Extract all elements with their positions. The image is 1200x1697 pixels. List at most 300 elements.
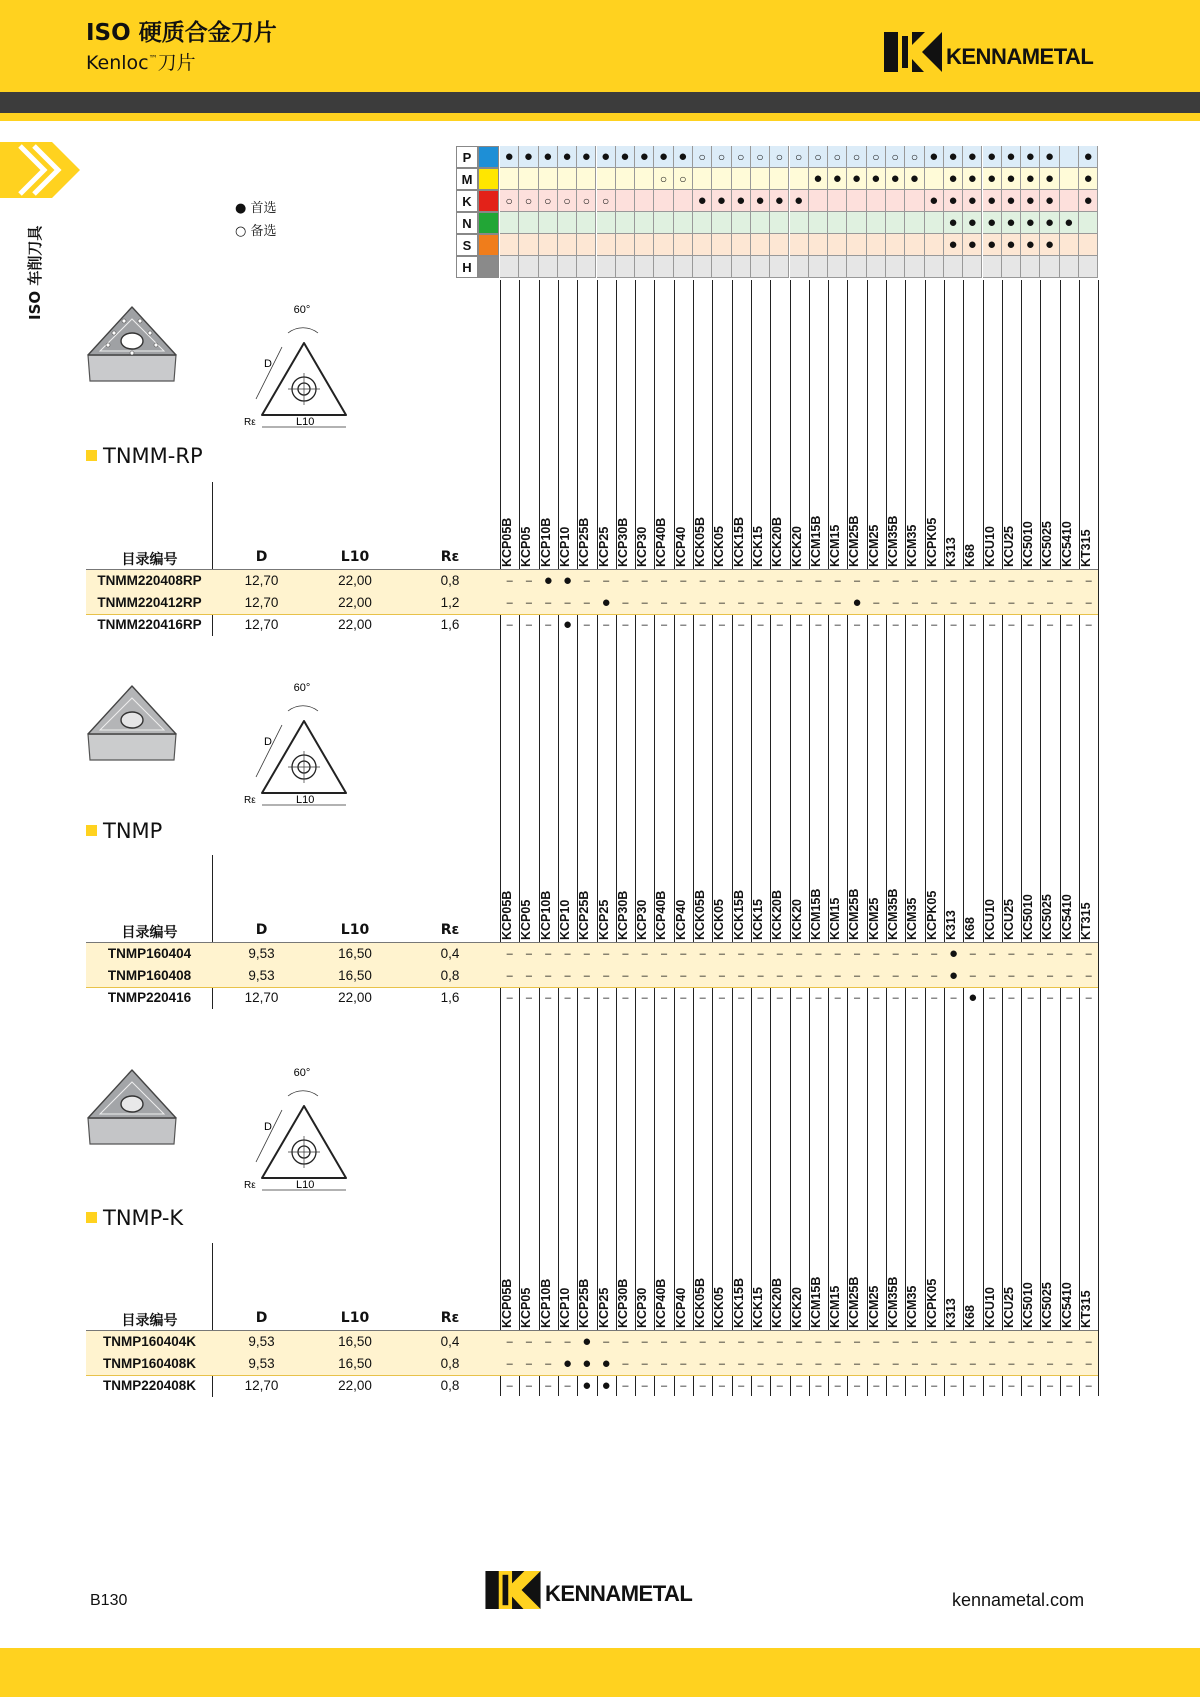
material-cell: ● (983, 168, 1002, 190)
grade-mark-none: – (660, 1380, 668, 1392)
grade-mark-none: – (718, 948, 725, 960)
grade-mark-preferred: ● (563, 616, 573, 633)
grade-label: KCK15B (731, 516, 746, 567)
grade-mark-none: – (989, 970, 996, 982)
material-cell (809, 190, 828, 212)
legend-preferred: ● 首选 (235, 201, 277, 216)
grade-label: KCK15 (750, 1287, 765, 1328)
material-cell (539, 212, 558, 234)
grade-mark-none: – (545, 970, 552, 982)
grade-mark-none: – (564, 992, 571, 1004)
material-cell: ○ (519, 190, 538, 212)
page-number: B130 (90, 1592, 128, 1609)
grade-label: KCM25 (866, 524, 881, 567)
grade-label: KCU25 (1001, 526, 1016, 567)
grade-mark-none: – (660, 1358, 668, 1370)
material-cell: ○ (693, 146, 712, 168)
grade-label: K68 (963, 544, 978, 567)
cell-d: 12,70 (244, 617, 279, 632)
material-cell: ● (616, 146, 635, 168)
material-cell (886, 190, 905, 212)
cell-re: 0,8 (440, 1378, 460, 1393)
material-cell (558, 256, 577, 278)
grade-mark-preferred: ● (543, 572, 553, 589)
grade-mark-none: – (873, 619, 880, 631)
page-title: ISO 硬质合金刀片 (86, 20, 277, 46)
grade-label: KCK05 (712, 526, 727, 567)
material-row-p (456, 146, 1098, 168)
material-cell (828, 256, 847, 278)
grade-mark-none: – (1008, 1336, 1015, 1348)
grade-mark-none: – (564, 948, 571, 960)
material-cell (1060, 234, 1079, 256)
material-cell (925, 168, 944, 190)
material-cell (983, 256, 1002, 278)
grade-mark-none: – (1027, 948, 1034, 960)
grade-label: KCM15 (828, 1285, 843, 1328)
grade-mark-preferred: ● (601, 1377, 611, 1394)
material-cell: ● (944, 190, 963, 212)
grade-label: KCK15 (750, 899, 765, 940)
grade-mark-none: – (1008, 575, 1015, 587)
material-cell (847, 190, 866, 212)
column-header-l10: L10 (340, 549, 370, 565)
header-band (0, 92, 1200, 113)
yellow-square-icon (86, 825, 97, 836)
grade-mark-none: – (873, 1336, 880, 1348)
grade-mark-none: – (545, 948, 552, 960)
cell-code: TNMM220416RP (97, 617, 202, 632)
grade-mark-none: – (680, 597, 687, 609)
grade-mark-none: – (892, 1380, 899, 1392)
grade-label: KCP40 (673, 526, 688, 567)
cell-re: 0,4 (440, 1334, 460, 1349)
material-cell (693, 234, 712, 256)
grade-label: K68 (963, 917, 978, 940)
material-cell (693, 168, 712, 190)
grade-mark-none: – (815, 1358, 822, 1370)
grade-mark-preferred: ● (852, 594, 862, 611)
cell-d: 12,70 (244, 595, 279, 610)
grade-label: KCPK05 (924, 890, 939, 940)
yellow-square-icon (86, 1212, 97, 1223)
grade-mark-none: – (834, 575, 841, 587)
grade-mark-none: – (641, 1358, 648, 1370)
material-cell: ○ (539, 190, 558, 212)
grid-line (732, 280, 733, 1396)
cell-re: 1,6 (440, 990, 460, 1005)
grade-mark-none: – (680, 575, 687, 587)
grade-label: KCM35B (886, 1276, 900, 1328)
grade-mark-none: – (1066, 619, 1073, 631)
cell-code: TNMP160408 (107, 968, 192, 983)
material-cell (809, 234, 828, 256)
grade-mark-none: – (1066, 970, 1073, 982)
grade-mark-none: – (931, 1380, 938, 1392)
grade-mark-none: – (911, 1380, 918, 1392)
cell-l10: 22,00 (338, 1378, 372, 1393)
dim-l10-label: L10 (296, 416, 315, 428)
grid-line (1040, 280, 1041, 1396)
material-cell: ● (732, 190, 751, 212)
grade-mark-none: – (545, 1358, 552, 1370)
grade-mark-none: – (834, 1336, 841, 1348)
material-cell: ○ (770, 146, 789, 168)
grade-mark-preferred: ● (582, 1355, 592, 1372)
grid-line (1021, 280, 1022, 1396)
material-cell (635, 212, 654, 234)
grade-label: KC5410 (1059, 894, 1074, 940)
material-cell (751, 212, 770, 234)
footer-logo: KENNAMETAL (485, 1571, 695, 1611)
grade-mark-none: – (834, 992, 841, 1004)
grade-label: KC5025 (1040, 1282, 1055, 1328)
grade-mark-none: – (989, 992, 996, 1004)
grade-mark-none: – (757, 1380, 764, 1392)
grade-mark-none: – (641, 1380, 648, 1392)
material-cell: ● (886, 168, 905, 190)
grade-mark-none: – (738, 619, 745, 631)
grade-label: KCU10 (982, 1287, 997, 1328)
material-letter: S (456, 234, 478, 256)
grade-mark-none: – (1046, 597, 1054, 609)
grade-mark-none: – (815, 1336, 822, 1348)
grade-mark-none: – (622, 948, 629, 960)
grade-label: KC5010 (1021, 1282, 1036, 1328)
kennametal-k-icon (485, 1571, 541, 1609)
material-cell: ● (925, 190, 944, 212)
grade-label: KCP25 (596, 1287, 611, 1328)
legend-alternate: ○ 备选 (235, 224, 277, 239)
material-cell (539, 234, 558, 256)
table-row (86, 1331, 1098, 1353)
cell-d: 9,53 (248, 1356, 275, 1371)
grade-mark-none: – (1066, 1336, 1073, 1348)
grade-label: KC5410 (1059, 1282, 1074, 1328)
grade-mark-none: – (969, 1358, 976, 1370)
material-cell: ● (1021, 146, 1040, 168)
material-cell (635, 168, 654, 190)
grade-label: K68 (963, 1305, 978, 1328)
material-letter: N (456, 212, 478, 234)
material-color-swatch (478, 256, 499, 278)
material-cell: ● (963, 234, 982, 256)
grade-mark-none: – (1008, 970, 1015, 982)
grade-mark-none: – (757, 970, 764, 982)
column-header-d: D (255, 1310, 268, 1326)
material-cell (751, 234, 770, 256)
material-cell (597, 168, 616, 190)
grade-mark-none: – (641, 619, 648, 631)
grade-mark-none: – (603, 948, 610, 960)
material-cell (712, 234, 731, 256)
material-cell: ● (944, 234, 963, 256)
material-cell (577, 212, 596, 234)
grade-mark-none: – (757, 1358, 764, 1370)
grade-mark-none: – (950, 1380, 957, 1392)
material-cell: ● (983, 234, 1002, 256)
grade-mark-none: – (1027, 1358, 1034, 1370)
material-cell (1002, 256, 1021, 278)
grade-mark-none: – (931, 992, 938, 1004)
angle-label: 60° (293, 304, 311, 316)
dim-l10-label: L10 (296, 794, 315, 806)
grade-mark-none: – (1027, 1380, 1034, 1392)
grade-mark-none: – (989, 619, 996, 631)
grade-mark-none: – (641, 992, 648, 1004)
grade-mark-none: – (564, 597, 571, 609)
grade-label: KCPK05 (924, 517, 939, 567)
grade-label: KCP30 (635, 899, 650, 940)
material-cell (751, 168, 770, 190)
material-cell (500, 168, 519, 190)
grade-label: KCP40B (654, 1278, 669, 1328)
material-cell (1021, 256, 1040, 278)
material-cell: ○ (712, 146, 731, 168)
grade-mark-none: – (815, 619, 822, 631)
grade-label: KCM15 (828, 524, 843, 567)
material-cell: ○ (674, 168, 693, 190)
table-row (86, 592, 1098, 614)
grade-mark-none: – (680, 619, 687, 631)
material-cell: ● (635, 146, 654, 168)
grade-mark-none: – (680, 1336, 687, 1348)
grade-mark-none: – (950, 575, 957, 587)
grade-mark-none: – (680, 1380, 687, 1392)
material-cell: ● (539, 146, 558, 168)
grade-mark-none: – (969, 597, 976, 609)
grade-mark-none: – (660, 970, 668, 982)
material-cell (828, 212, 847, 234)
cell-code: TNMP160408K (102, 1356, 197, 1371)
grade-mark-none: – (892, 992, 899, 1004)
grade-mark-none: – (525, 970, 532, 982)
material-cell (519, 256, 538, 278)
grade-mark-none: – (506, 1358, 513, 1370)
column-header-d: D (255, 549, 268, 565)
grid-line (519, 280, 520, 1396)
material-cell: ● (1021, 212, 1040, 234)
grade-mark-none: – (892, 575, 899, 587)
grade-mark-none: – (603, 575, 610, 587)
grid-line (886, 280, 887, 1396)
grade-mark-none: – (564, 1336, 571, 1348)
material-cell: ○ (809, 146, 828, 168)
column-header-re: Rε (440, 1310, 460, 1326)
material-cell: ● (809, 168, 828, 190)
material-cell (770, 234, 789, 256)
section-title-text: TNMM-RP (103, 444, 203, 468)
grid-line (770, 280, 771, 1396)
grade-mark-none: – (776, 1380, 783, 1392)
grade-mark-none: – (873, 992, 880, 1004)
material-cell (905, 190, 924, 212)
material-cell (616, 256, 635, 278)
grade-label: KCK20 (789, 1287, 804, 1328)
material-cell: ● (558, 146, 577, 168)
grade-mark-none: – (950, 1358, 957, 1370)
grade-mark-preferred: ● (563, 1355, 573, 1372)
grade-mark-preferred: ● (601, 1355, 611, 1372)
cell-code: TNMP220416 (107, 990, 192, 1005)
grade-label: KCP25B (577, 517, 592, 567)
grade-mark-none: – (622, 1358, 629, 1370)
grade-label: KCP30 (635, 526, 650, 567)
grid-line (577, 280, 578, 1396)
material-cell: ● (1040, 212, 1059, 234)
grade-mark-none: – (680, 1358, 687, 1370)
material-cell (886, 256, 905, 278)
material-cell: ● (500, 146, 519, 168)
grade-mark-none: – (911, 970, 918, 982)
grade-mark-none: – (1008, 619, 1015, 631)
grade-label: KCP30 (635, 1287, 650, 1328)
grade-mark-none: – (911, 575, 918, 587)
material-cell (732, 168, 751, 190)
grade-label: KCM25B (847, 888, 862, 940)
material-cell: ● (1002, 146, 1021, 168)
grade-mark-none: – (564, 1380, 571, 1392)
dim-re-label: Rε (244, 417, 256, 428)
cell-l10: 16,50 (338, 1334, 372, 1349)
material-cell: ○ (847, 146, 866, 168)
material-cell (674, 256, 693, 278)
material-cell (616, 212, 635, 234)
grade-mark-none: – (738, 948, 745, 960)
grade-mark-none: – (718, 575, 725, 587)
material-color-swatch (478, 190, 499, 212)
material-cell: ● (577, 146, 596, 168)
section-title (86, 819, 162, 843)
grade-mark-none: – (660, 597, 668, 609)
material-cell (519, 234, 538, 256)
section-title-text: TNMP (103, 819, 163, 843)
grade-mark-none: – (718, 1358, 725, 1370)
grid-line (654, 280, 655, 1396)
grade-mark-none: – (969, 1380, 976, 1392)
grade-mark-none: – (911, 1336, 918, 1348)
material-cell (635, 234, 654, 256)
material-cell: ● (944, 146, 963, 168)
material-cell (732, 256, 751, 278)
grade-mark-none: – (873, 1358, 880, 1370)
grade-mark-none: – (853, 948, 861, 960)
grade-mark-none: – (853, 619, 861, 631)
material-cell: ○ (751, 146, 770, 168)
material-cell (1079, 256, 1098, 278)
material-cell (712, 256, 731, 278)
grade-mark-none: – (1085, 575, 1092, 587)
material-cell (790, 234, 809, 256)
grade-label: KCP40B (654, 890, 669, 940)
material-cell (732, 212, 751, 234)
cell-l10: 16,50 (338, 1356, 372, 1371)
cell-re: 1,2 (440, 595, 460, 610)
grade-mark-none: – (776, 1358, 783, 1370)
grade-mark-none: – (815, 1380, 822, 1392)
material-cell: ● (770, 190, 789, 212)
grid-line (847, 280, 848, 1396)
grade-mark-none: – (796, 597, 803, 609)
grade-mark-none: – (796, 970, 803, 982)
grid-line (693, 280, 694, 1396)
material-cell: ● (1002, 190, 1021, 212)
grade-mark-none: – (699, 597, 706, 609)
material-cell: ● (790, 190, 809, 212)
grade-mark-none: – (1066, 992, 1073, 1004)
grade-mark-none: – (660, 619, 668, 631)
table-row (86, 614, 1098, 636)
material-cell (770, 256, 789, 278)
grade-mark-none: – (1046, 970, 1054, 982)
grade-mark-none: – (776, 948, 783, 960)
material-cell (577, 168, 596, 190)
grade-label: KCM15B (808, 888, 823, 940)
grade-mark-none: – (1046, 619, 1054, 631)
grade-mark-none: – (815, 575, 822, 587)
grade-mark-none: – (545, 1336, 552, 1348)
material-cell: ● (751, 190, 770, 212)
material-cell: ○ (500, 190, 519, 212)
material-cell (616, 234, 635, 256)
grade-label: KCP25B (577, 890, 592, 940)
section-title-text: TNMP-K (103, 1206, 184, 1230)
grade-mark-none: – (931, 1358, 938, 1370)
material-cell: ● (1040, 146, 1059, 168)
grade-mark-none: – (776, 1336, 783, 1348)
grade-label: KC5410 (1059, 521, 1074, 567)
grade-mark-none: – (525, 597, 532, 609)
grade-label: KCM15B (808, 515, 823, 567)
grid-line (905, 280, 906, 1396)
material-cell (847, 212, 866, 234)
material-cell: ● (1060, 212, 1079, 234)
website-link[interactable]: kennametal.com (952, 1590, 1085, 1610)
material-cell: ● (847, 168, 866, 190)
grade-mark-none: – (989, 1380, 996, 1392)
grade-mark-none: – (892, 970, 899, 982)
grade-mark-none: – (815, 992, 822, 1004)
material-cell: ● (963, 212, 982, 234)
material-color-swatch (478, 168, 499, 190)
material-cell (558, 234, 577, 256)
material-cell: ● (1002, 168, 1021, 190)
material-cell: ○ (577, 190, 596, 212)
grade-mark-none: – (525, 992, 532, 1004)
grade-mark-none: – (757, 992, 764, 1004)
material-cell (500, 256, 519, 278)
grade-label: KCU10 (982, 526, 997, 567)
grid-line (635, 280, 636, 1396)
page-subtitle: Kenloc™刀片 (86, 52, 196, 74)
material-cell: ● (983, 190, 1002, 212)
grade-mark-none: – (1008, 948, 1015, 960)
grade-mark-none: – (931, 948, 938, 960)
material-cell (905, 234, 924, 256)
grid-line (674, 280, 675, 1396)
material-cell (712, 168, 731, 190)
column-header-code: 目录编号 (121, 552, 178, 568)
grade-mark-none: – (525, 575, 532, 587)
grade-label: KCK20B (770, 516, 785, 567)
grade-mark-none: – (796, 1358, 803, 1370)
table-row (86, 987, 1098, 1009)
material-cell (597, 212, 616, 234)
cell-l10: 22,00 (338, 617, 372, 632)
material-cell (693, 256, 712, 278)
material-row-m (456, 168, 1098, 190)
grade-label: KT315 (1079, 902, 1093, 940)
